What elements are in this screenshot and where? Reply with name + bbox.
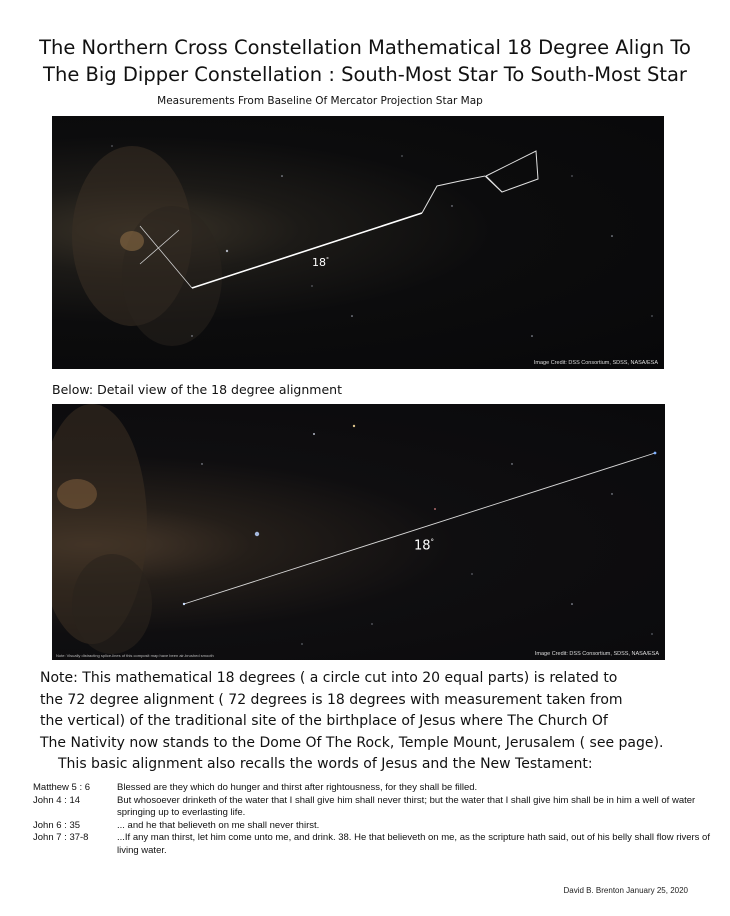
title-line-2: The Big Dipper Constellation : South-Most Star To South-Most Star bbox=[43, 63, 687, 86]
star-map-detail bbox=[52, 404, 665, 660]
verse-item bbox=[33, 820, 713, 833]
note-line: Note: This mathematical 18 degrees ( a circle cut into 20 equal parts) is related to bbox=[40, 670, 618, 686]
verse-text: But whosoever drinketh of the water that I shall give him shall never thirst; but the water that I shall give him shall be in him a well of water springing up to everlasting life. bbox=[117, 794, 696, 818]
verse-text: ... and he that believeth on me shall never thirst. bbox=[117, 819, 320, 831]
airbrush-note: Note: Visually distracting splice-lines of this composit map have been air-brushed smooth bbox=[56, 653, 214, 658]
star-map-overview bbox=[52, 116, 664, 369]
big-dipper-lines bbox=[422, 151, 538, 213]
verse-item bbox=[33, 795, 713, 820]
subtitle: Measurements From Baseline Of Mercator Projection Star Map bbox=[157, 95, 483, 107]
star-map-overview-drawing bbox=[52, 116, 664, 369]
angle-label-detail: 18° bbox=[414, 538, 435, 554]
verse-reference: John 6 : 35 bbox=[33, 819, 81, 831]
verse-reference: John 4 : 14 bbox=[33, 794, 81, 806]
verse-item bbox=[33, 782, 713, 795]
verse-text: Blessed are they which do hunger and thirst after rightousness, for they shall be filled. bbox=[117, 782, 478, 793]
verse-reference: John 7 : 37-8 bbox=[33, 832, 89, 843]
author-signature: David B. Brenton January 25, 2020 bbox=[563, 886, 688, 895]
note-line: the vertical) of the traditional site of the birthplace of Jesus where The Church Of bbox=[40, 713, 608, 729]
note-line: the 72 degree alignment ( 72 degrees is 18 degrees with measurement taken from bbox=[40, 691, 623, 708]
image-credit-overview: Image Credit: DSS Consortium, SDSS, NASA/ESA bbox=[533, 360, 658, 366]
title-line-1: The Northern Cross Constellation Mathematical 18 Degree Align To bbox=[39, 36, 691, 59]
verse-item bbox=[33, 832, 713, 857]
detail-caption: Below: Detail view of the 18 degree alignment bbox=[52, 382, 342, 397]
verse-reference: Matthew 5 : 6 bbox=[33, 782, 91, 793]
note-line: This basic alignment also recalls the words of Jesus and the New Testament: bbox=[58, 756, 593, 772]
verse-text: ...If any man thirst, let him come unto me, and drink. 38. He that believeth on me, as the scripture hath said, out of his belly shall flow rivers of living water. bbox=[117, 832, 710, 856]
image-credit-detail: Image Credit: DSS Consortium, SDSS, NASA/ESA bbox=[534, 651, 659, 657]
note-line: The Nativity now stands to the Dome Of The Rock, Temple Mount, Jerusalem ( see page). bbox=[40, 734, 664, 751]
angle-label-overview: 18° bbox=[312, 256, 329, 269]
note-paragraph bbox=[40, 668, 710, 776]
alignment-line-detail bbox=[184, 453, 655, 604]
star-map-detail-drawing bbox=[52, 404, 665, 660]
scripture-list bbox=[33, 782, 713, 857]
page-title bbox=[0, 34, 730, 88]
